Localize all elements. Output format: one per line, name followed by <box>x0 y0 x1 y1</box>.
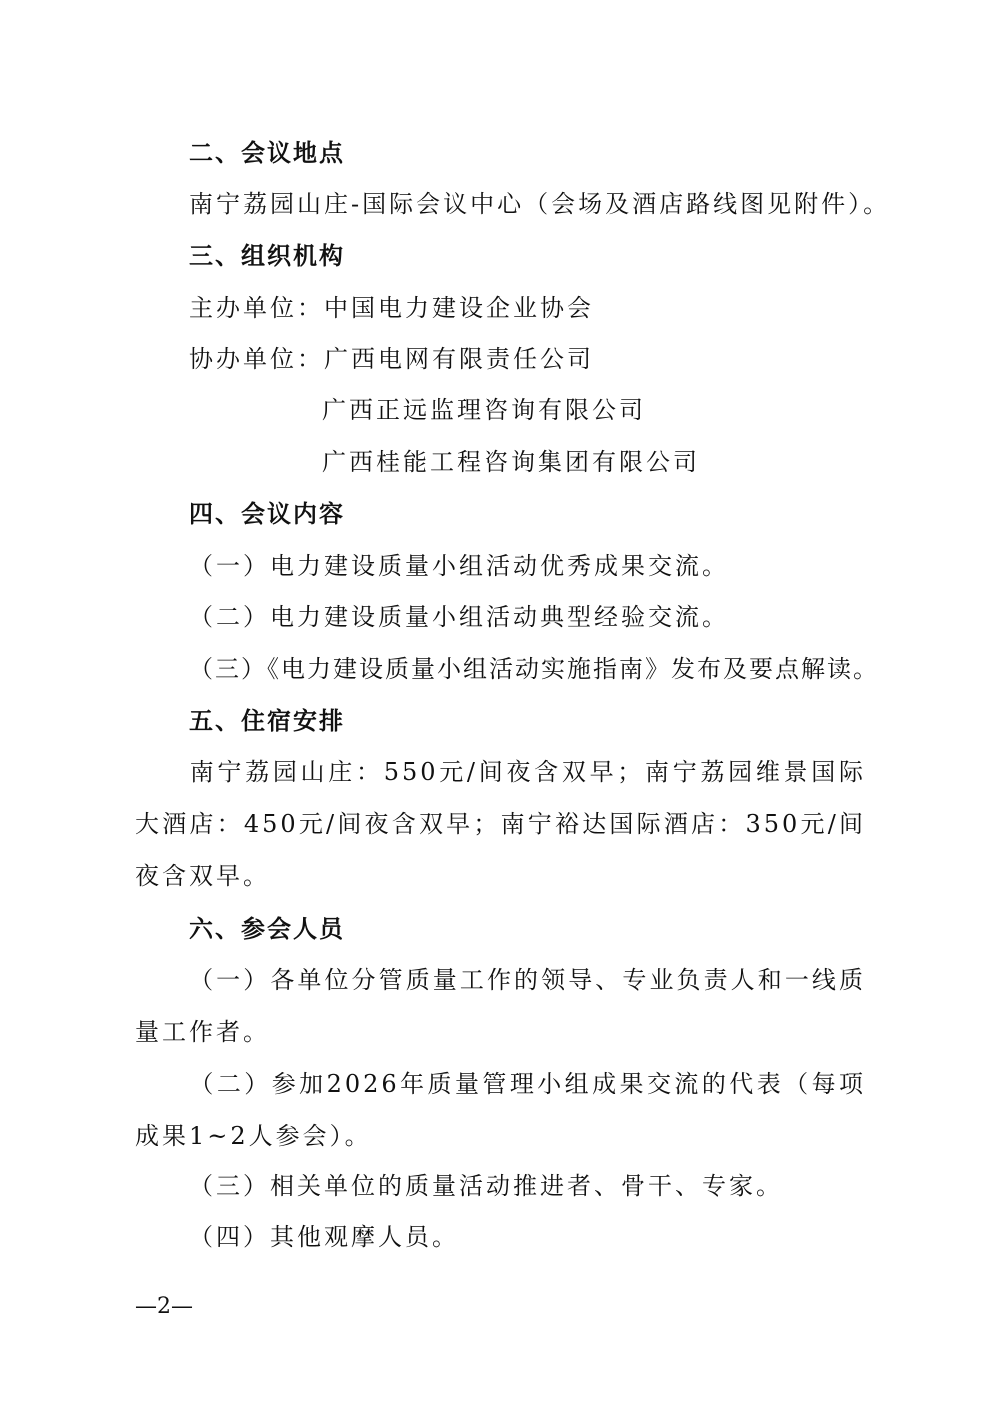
attendee-item: （一）各单位分管质量工作的领导、专业负责人和一线质量工作者。 <box>135 966 866 1046</box>
co-host-organization-2: 广西正远监理咨询有限公司 <box>322 396 646 424</box>
section-heading-organization: 三、组织机构 <box>189 242 345 270</box>
attendee-item: （三）相关单位的质量活动推进者、骨干、专家。 <box>189 1172 783 1200</box>
host-organization: 主办单位：中国电力建设企业协会 <box>189 294 594 322</box>
content-item: （二）电力建设质量小组活动典型经验交流。 <box>189 603 729 631</box>
attendee-item: （四）其他观摩人员。 <box>189 1223 459 1251</box>
section-heading-content: 四、会议内容 <box>189 500 345 528</box>
co-host-organization-1: 协办单位：广西电网有限责任公司 <box>189 345 594 373</box>
attendee-item: （二）参加2026年质量管理小组成果交流的代表（每项成果1~2人参会）。 <box>135 1070 866 1150</box>
attendee-paragraph <box>135 954 866 1058</box>
attendee-paragraph <box>135 1058 866 1162</box>
venue-text: 南宁荔园山庄-国际会议中心（会场及酒店路线图见附件）。 <box>189 190 891 218</box>
content-item: （三）《电力建设质量小组活动实施指南》发布及要点解读。 <box>189 655 879 683</box>
co-host-organization-3: 广西桂能工程咨询集团有限公司 <box>322 448 700 476</box>
section-heading-attendees: 六、参会人员 <box>189 915 345 943</box>
content-item: （一）电力建设质量小组活动优秀成果交流。 <box>189 552 729 580</box>
accommodation-paragraph <box>135 746 866 902</box>
section-heading-accommodation: 五、住宿安排 <box>189 707 345 735</box>
section-heading-venue: 二、会议地点 <box>189 139 345 167</box>
accommodation-text: 南宁荔园山庄：550元/间夜含双早；南宁荔园维景国际大酒店：450元/间夜含双早；南宁裕达国际酒店：350元/间夜含双早。 <box>135 758 866 890</box>
page-number: —2— <box>135 1294 193 1319</box>
